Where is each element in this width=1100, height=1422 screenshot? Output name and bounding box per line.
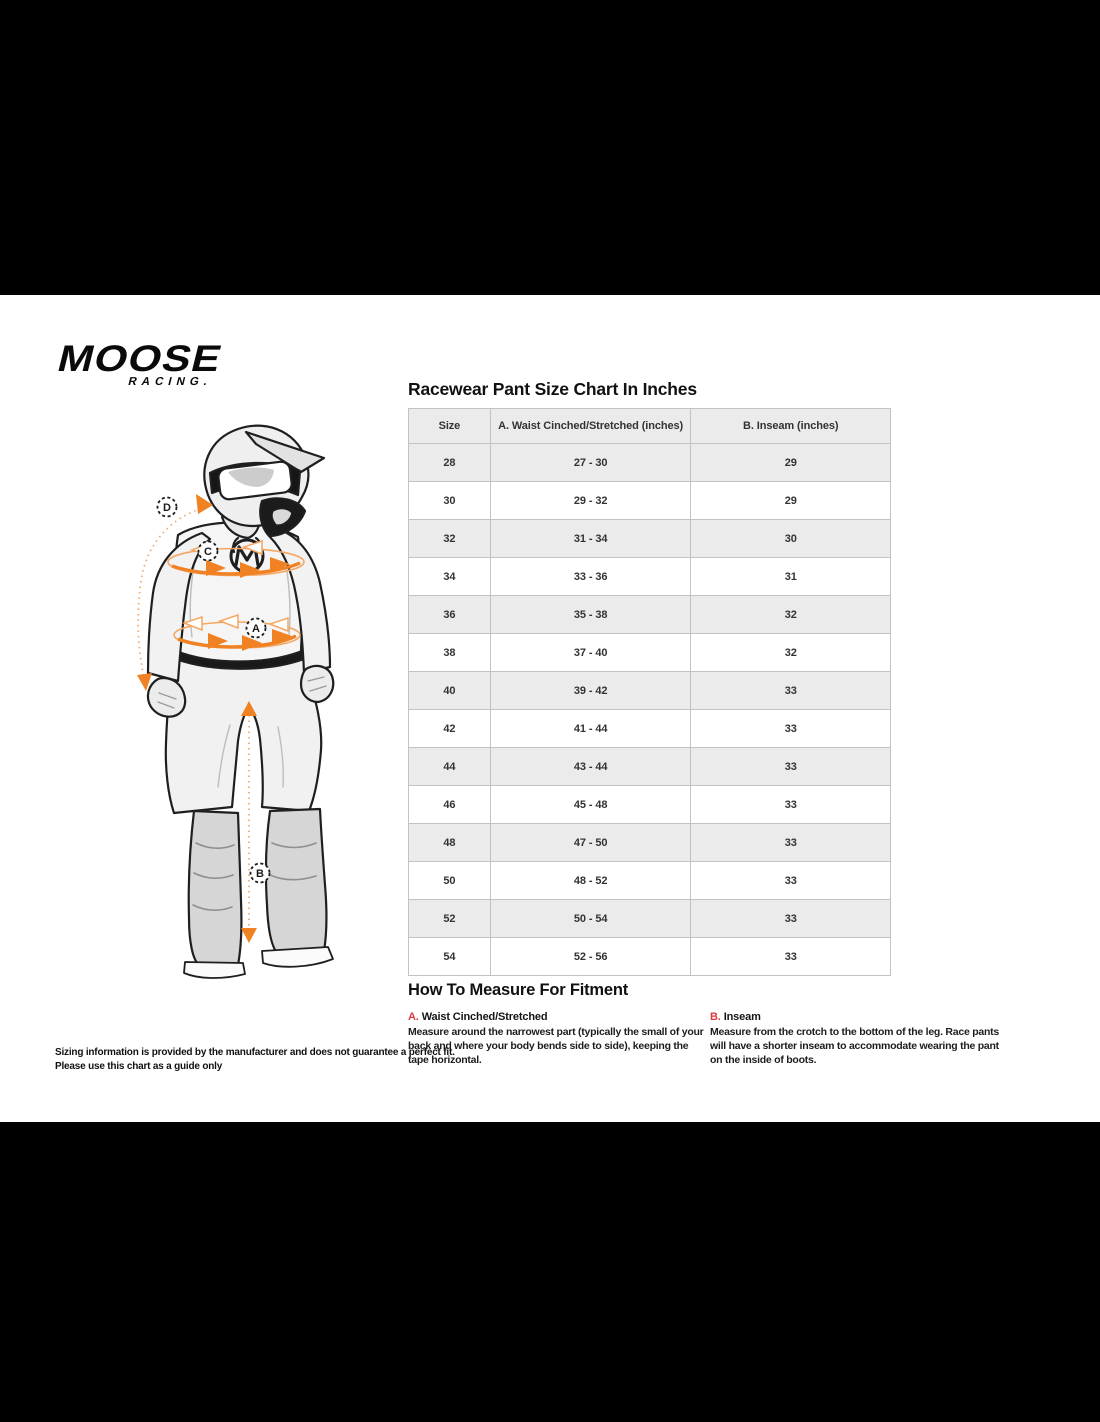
column-header: A. Waist Cinched/Stretched (inches) bbox=[490, 409, 691, 444]
section-letter-a: A. bbox=[408, 1011, 419, 1023]
section-body-waist: Measure around the narrowest part (typically the small of your back and where your body bends side to side), keeping the tape horizontal. bbox=[408, 1026, 704, 1066]
table-cell: 31 bbox=[691, 558, 891, 596]
table-row bbox=[409, 900, 891, 938]
section-heading-waist bbox=[408, 1011, 708, 1023]
table-cell: 34 bbox=[409, 558, 491, 596]
table-row bbox=[409, 596, 891, 634]
how-to-measure-title: How To Measure For Fitment bbox=[408, 981, 629, 999]
table-cell: 33 - 36 bbox=[490, 558, 691, 596]
table-cell: 40 bbox=[409, 672, 491, 710]
table-row bbox=[409, 520, 891, 558]
table-cell: 45 - 48 bbox=[490, 786, 691, 824]
table-cell: 30 bbox=[409, 482, 491, 520]
table-row bbox=[409, 938, 891, 976]
table-row bbox=[409, 786, 891, 824]
table-cell: 50 bbox=[409, 862, 491, 900]
size-chart-title: Racewear Pant Size Chart In Inches bbox=[408, 379, 697, 399]
section-letter-b: B. bbox=[710, 1011, 721, 1023]
table-cell: 33 bbox=[691, 710, 891, 748]
table-cell: 35 - 38 bbox=[490, 596, 691, 634]
table-row bbox=[409, 862, 891, 900]
table-cell: 27 - 30 bbox=[490, 444, 691, 482]
table-cell: 50 - 54 bbox=[490, 900, 691, 938]
table-cell: 46 bbox=[409, 786, 491, 824]
table-row bbox=[409, 634, 891, 672]
letterbox-bottom bbox=[0, 1122, 1100, 1422]
table-row bbox=[409, 558, 891, 596]
brand-subtitle: RACING. bbox=[126, 376, 214, 389]
table-cell: 29 - 32 bbox=[490, 482, 691, 520]
table-cell: 33 bbox=[691, 938, 891, 976]
table-cell: 32 bbox=[691, 634, 891, 672]
brand-name: MOOSE bbox=[53, 338, 227, 379]
table-cell: 36 bbox=[409, 596, 491, 634]
table-cell: 54 bbox=[409, 938, 491, 976]
size-chart-table bbox=[408, 408, 891, 976]
table-cell: 33 bbox=[691, 862, 891, 900]
table-row bbox=[409, 824, 891, 862]
label-waist: A bbox=[252, 623, 260, 635]
table-cell: 32 bbox=[409, 520, 491, 558]
section-heading-inseam bbox=[710, 1011, 1006, 1023]
table-cell: 30 bbox=[691, 520, 891, 558]
disclaimer bbox=[55, 1046, 455, 1073]
table-cell: 33 bbox=[691, 900, 891, 938]
section-title-waist: Waist Cinched/Stretched bbox=[421, 1011, 548, 1023]
table-cell: 47 - 50 bbox=[490, 824, 691, 862]
disclaimer-line-1: Sizing information is provided by the manufacturer and does not guarantee a perfect fit. bbox=[55, 1047, 455, 1058]
brand-logo bbox=[51, 338, 227, 389]
measure-section-inseam bbox=[710, 1011, 1006, 1068]
table-cell: 33 bbox=[691, 786, 891, 824]
table-cell: 52 - 56 bbox=[490, 938, 691, 976]
table-cell: 29 bbox=[691, 444, 891, 482]
table-row bbox=[409, 444, 891, 482]
column-header: Size bbox=[409, 409, 491, 444]
table-cell: 28 bbox=[409, 444, 491, 482]
label-sleeve: D bbox=[163, 502, 171, 514]
size-chart-body bbox=[409, 444, 891, 976]
column-header: B. Inseam (inches) bbox=[691, 409, 891, 444]
table-cell: 31 - 34 bbox=[490, 520, 691, 558]
table-cell: 43 - 44 bbox=[490, 748, 691, 786]
table-cell: 38 bbox=[409, 634, 491, 672]
label-inseam: B bbox=[256, 868, 264, 880]
table-row bbox=[409, 482, 891, 520]
table-cell: 41 - 44 bbox=[490, 710, 691, 748]
table-cell: 29 bbox=[691, 482, 891, 520]
rider-illustration bbox=[110, 415, 420, 985]
table-row bbox=[409, 672, 891, 710]
inseam-measure bbox=[241, 701, 257, 943]
table-cell: 39 - 42 bbox=[490, 672, 691, 710]
table-cell: 52 bbox=[409, 900, 491, 938]
label-chest: C bbox=[204, 546, 212, 558]
table-row bbox=[409, 748, 891, 786]
table-cell: 33 bbox=[691, 748, 891, 786]
disclaimer-line-2: Please use this chart as a guide only bbox=[55, 1060, 223, 1072]
section-title-inseam: Inseam bbox=[723, 1011, 761, 1023]
table-cell: 44 bbox=[409, 748, 491, 786]
table-cell: 48 - 52 bbox=[490, 862, 691, 900]
table-cell: 37 - 40 bbox=[490, 634, 691, 672]
table-cell: 32 bbox=[691, 596, 891, 634]
table-cell: 33 bbox=[691, 824, 891, 862]
letterbox-top bbox=[0, 0, 1100, 295]
table-cell: 33 bbox=[691, 672, 891, 710]
table-row bbox=[409, 710, 891, 748]
section-body-inseam: Measure from the crotch to the bottom of the leg. Race pants will have a shorter inseam to accommodate wearing the pant on the inside of boots. bbox=[710, 1026, 999, 1066]
table-cell: 42 bbox=[409, 710, 491, 748]
size-chart-header-row bbox=[409, 409, 891, 444]
table-cell: 48 bbox=[409, 824, 491, 862]
